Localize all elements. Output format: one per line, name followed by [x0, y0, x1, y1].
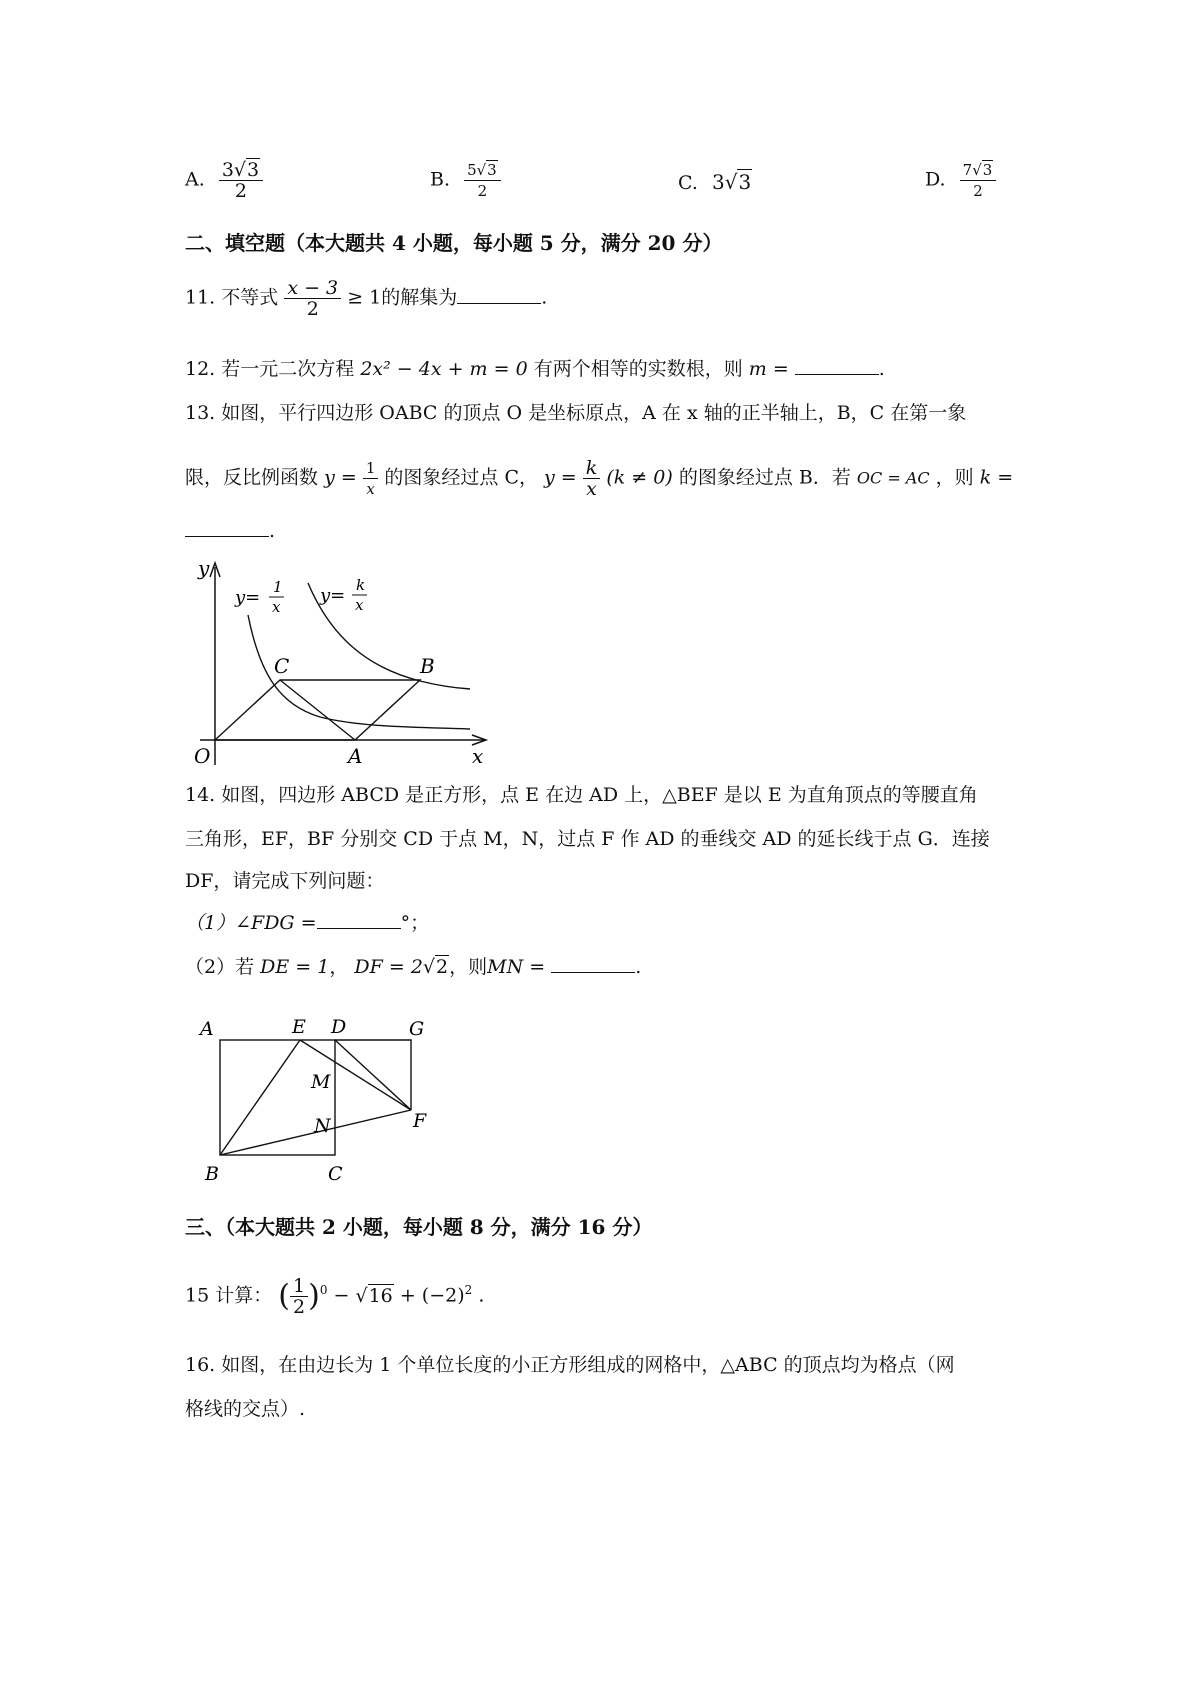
point-f-label: F — [413, 1110, 427, 1132]
section-heading: 二、填空题（本大题共 4 小题，每小题 5 分，满分 20 分） — [185, 231, 723, 255]
curve-1-numerator: 1 — [273, 578, 283, 596]
given-df: DF = 2 — [354, 956, 423, 978]
point-b-label: B — [420, 654, 435, 678]
paren-open: ( — [278, 1278, 291, 1314]
radicand: 16 — [368, 1284, 393, 1307]
denominator: 2 — [464, 180, 501, 201]
fraction-numerator: 1 — [365, 459, 376, 477]
point-c-label: C — [274, 654, 290, 678]
condition: (k ≠ 0) — [606, 466, 673, 489]
curve-2-label: y= — [320, 585, 346, 606]
question-11 — [185, 278, 547, 319]
curve-2-numerator: k — [356, 576, 366, 594]
radicand: 3 — [982, 161, 993, 179]
question-14-line-2: 三角形，EF，BF 分别交 CD 于点 M，N，过点 F 作 AD 的垂线交 AD 的延长线于点 G．连接 — [185, 828, 990, 850]
period: . — [878, 358, 885, 380]
point-e-label: E — [292, 1016, 306, 1038]
question-text: 的图象经过点 B．若 — [678, 466, 851, 489]
coef: 3 — [711, 170, 725, 194]
option-b: B. $\frac{5√3}{2}$ — [430, 160, 501, 201]
question-16-line-1: 16. 如图，在由边长为 1 个单位长度的小正方形组成的网格中，△ABC 的顶点均为格点（网 — [185, 1354, 955, 1376]
section-heading: 三、（本大题共 2 小题，每小题 8 分，满分 16 分） — [185, 1215, 653, 1239]
question-number: 15 — [185, 1284, 210, 1307]
origin-label: O — [194, 744, 211, 768]
exponent: 0 — [319, 1283, 328, 1298]
radicand: 2 — [436, 956, 449, 978]
function-lhs: y = — [544, 466, 577, 489]
question-13-line-1: 13. 如图，平行四边形 OABC 的顶点 O 是坐标原点，A 在 x 轴的正半轴上，B，C 在第一象 — [185, 402, 967, 424]
period: . — [541, 286, 548, 309]
option-label: B. — [430, 168, 451, 191]
separator: ， — [329, 956, 349, 978]
equation: OC = AC — [856, 468, 930, 488]
denominator: 2 — [960, 180, 997, 201]
answer-blank[interactable] — [551, 954, 635, 973]
function-lhs: y = — [324, 466, 357, 489]
fraction-numerator: 1 — [293, 1275, 306, 1297]
segment-df — [335, 1040, 411, 1110]
operator: − — [333, 1284, 356, 1307]
question-text: （2）若 — [185, 956, 255, 978]
answer-blank[interactable] — [317, 910, 401, 929]
point-g-label: G — [409, 1018, 425, 1040]
answer-blank[interactable] — [795, 356, 879, 375]
degree-sign: °； — [400, 912, 430, 934]
variable: MN = — [487, 956, 546, 978]
denominator: 2 — [219, 180, 263, 201]
option-label: D. — [925, 168, 946, 191]
question-text: 的解集为 — [381, 286, 458, 309]
radicand: 3 — [738, 170, 752, 194]
curve-1-label: y= — [235, 587, 261, 608]
figure-13 — [180, 555, 510, 770]
square-abcd — [220, 1040, 335, 1155]
question-text: 不等式 — [221, 286, 279, 309]
question-text: ，则 — [449, 956, 488, 978]
x-axis-label: x — [472, 744, 484, 768]
period: . — [269, 520, 276, 542]
point-n-label: N — [314, 1115, 331, 1137]
option-label: A. — [185, 168, 205, 191]
option-a: A. $\frac{3√3}{2}$ — [185, 160, 263, 201]
answer-blank[interactable] — [185, 518, 269, 537]
coef: 7 — [962, 161, 973, 179]
curve-1-denominator: x — [272, 598, 281, 616]
fraction-denominator: 2 — [290, 1296, 308, 1317]
question-text: 若一元二次方程 — [221, 358, 355, 380]
fraction-numerator: x − 3 — [287, 277, 339, 299]
radicand: 3 — [247, 159, 260, 181]
relation: ≥ 1 — [347, 286, 382, 309]
question-13-line-3 — [185, 518, 275, 544]
question-number: 11. — [185, 286, 216, 309]
point-b-label: B — [205, 1163, 219, 1185]
fraction-numerator: k — [585, 457, 598, 479]
question-number: 12. — [185, 358, 216, 380]
answer-blank[interactable] — [457, 285, 541, 304]
question-14-part-2: （2）若 DE = 1， DF = 2√2，则MN = . — [185, 956, 642, 978]
question-14-line-1: 14. 如图，四边形 ABCD 是正方形，点 E 在边 AD 上，△BEF 是以 E 为直角顶点的等腰直角 — [185, 784, 978, 806]
y-axis-label: y — [198, 556, 210, 580]
option-d: D. $\frac{7√3}{2}$ — [925, 160, 996, 201]
question-15: 15 计算： ( $\frac{1}{2}$ )$^0 - √16 + (-2)^2$ . — [185, 1275, 485, 1318]
given-de: DE = 1 — [260, 956, 330, 978]
question-text: 计算： — [215, 1284, 273, 1307]
expression: + (−2) — [399, 1284, 465, 1307]
question-text: ，则 — [935, 466, 974, 489]
question-14-part-1 — [185, 910, 429, 936]
point-a-label: A — [348, 744, 363, 768]
fraction-denominator: x — [363, 478, 379, 499]
fraction-denominator: 2 — [284, 298, 341, 319]
exponent: 2 — [464, 1283, 473, 1298]
point-c-label: C — [328, 1163, 343, 1185]
question-text: 有两个相等的实数根，则 — [533, 358, 743, 380]
variable: k = — [979, 466, 1014, 489]
radicand: 3 — [487, 161, 497, 179]
variable: m = — [748, 358, 789, 380]
figure-14 — [195, 1015, 435, 1190]
point-d-label: D — [331, 1016, 347, 1038]
question-14-line-3: DF，请完成下列问题： — [185, 870, 385, 892]
question-text: 限，反比例函数 — [185, 466, 319, 489]
period: . — [478, 1284, 485, 1307]
coef: 3 — [221, 159, 234, 181]
option-label: C. — [678, 172, 698, 194]
curve-2-denominator: x — [355, 596, 364, 614]
paren-close: ) — [308, 1278, 320, 1314]
option-c: C. 3√3 — [678, 170, 752, 194]
question-16-line-2: 格线的交点）. — [185, 1398, 306, 1420]
point-m-label: M — [311, 1071, 331, 1093]
question-text: （1）∠FDG = — [185, 912, 317, 934]
question-text: 的图象经过点 C， — [384, 466, 538, 489]
segment-be — [220, 1040, 300, 1155]
point-a-label: A — [200, 1018, 214, 1040]
coef: 5 — [467, 161, 477, 179]
question-13-line-2 — [185, 458, 1013, 499]
segment-ca — [280, 680, 355, 740]
question-12 — [185, 356, 885, 382]
period: . — [635, 956, 642, 978]
fraction-denominator: x — [583, 478, 601, 499]
equation: 2x² − 4x + m = 0 — [360, 358, 528, 380]
